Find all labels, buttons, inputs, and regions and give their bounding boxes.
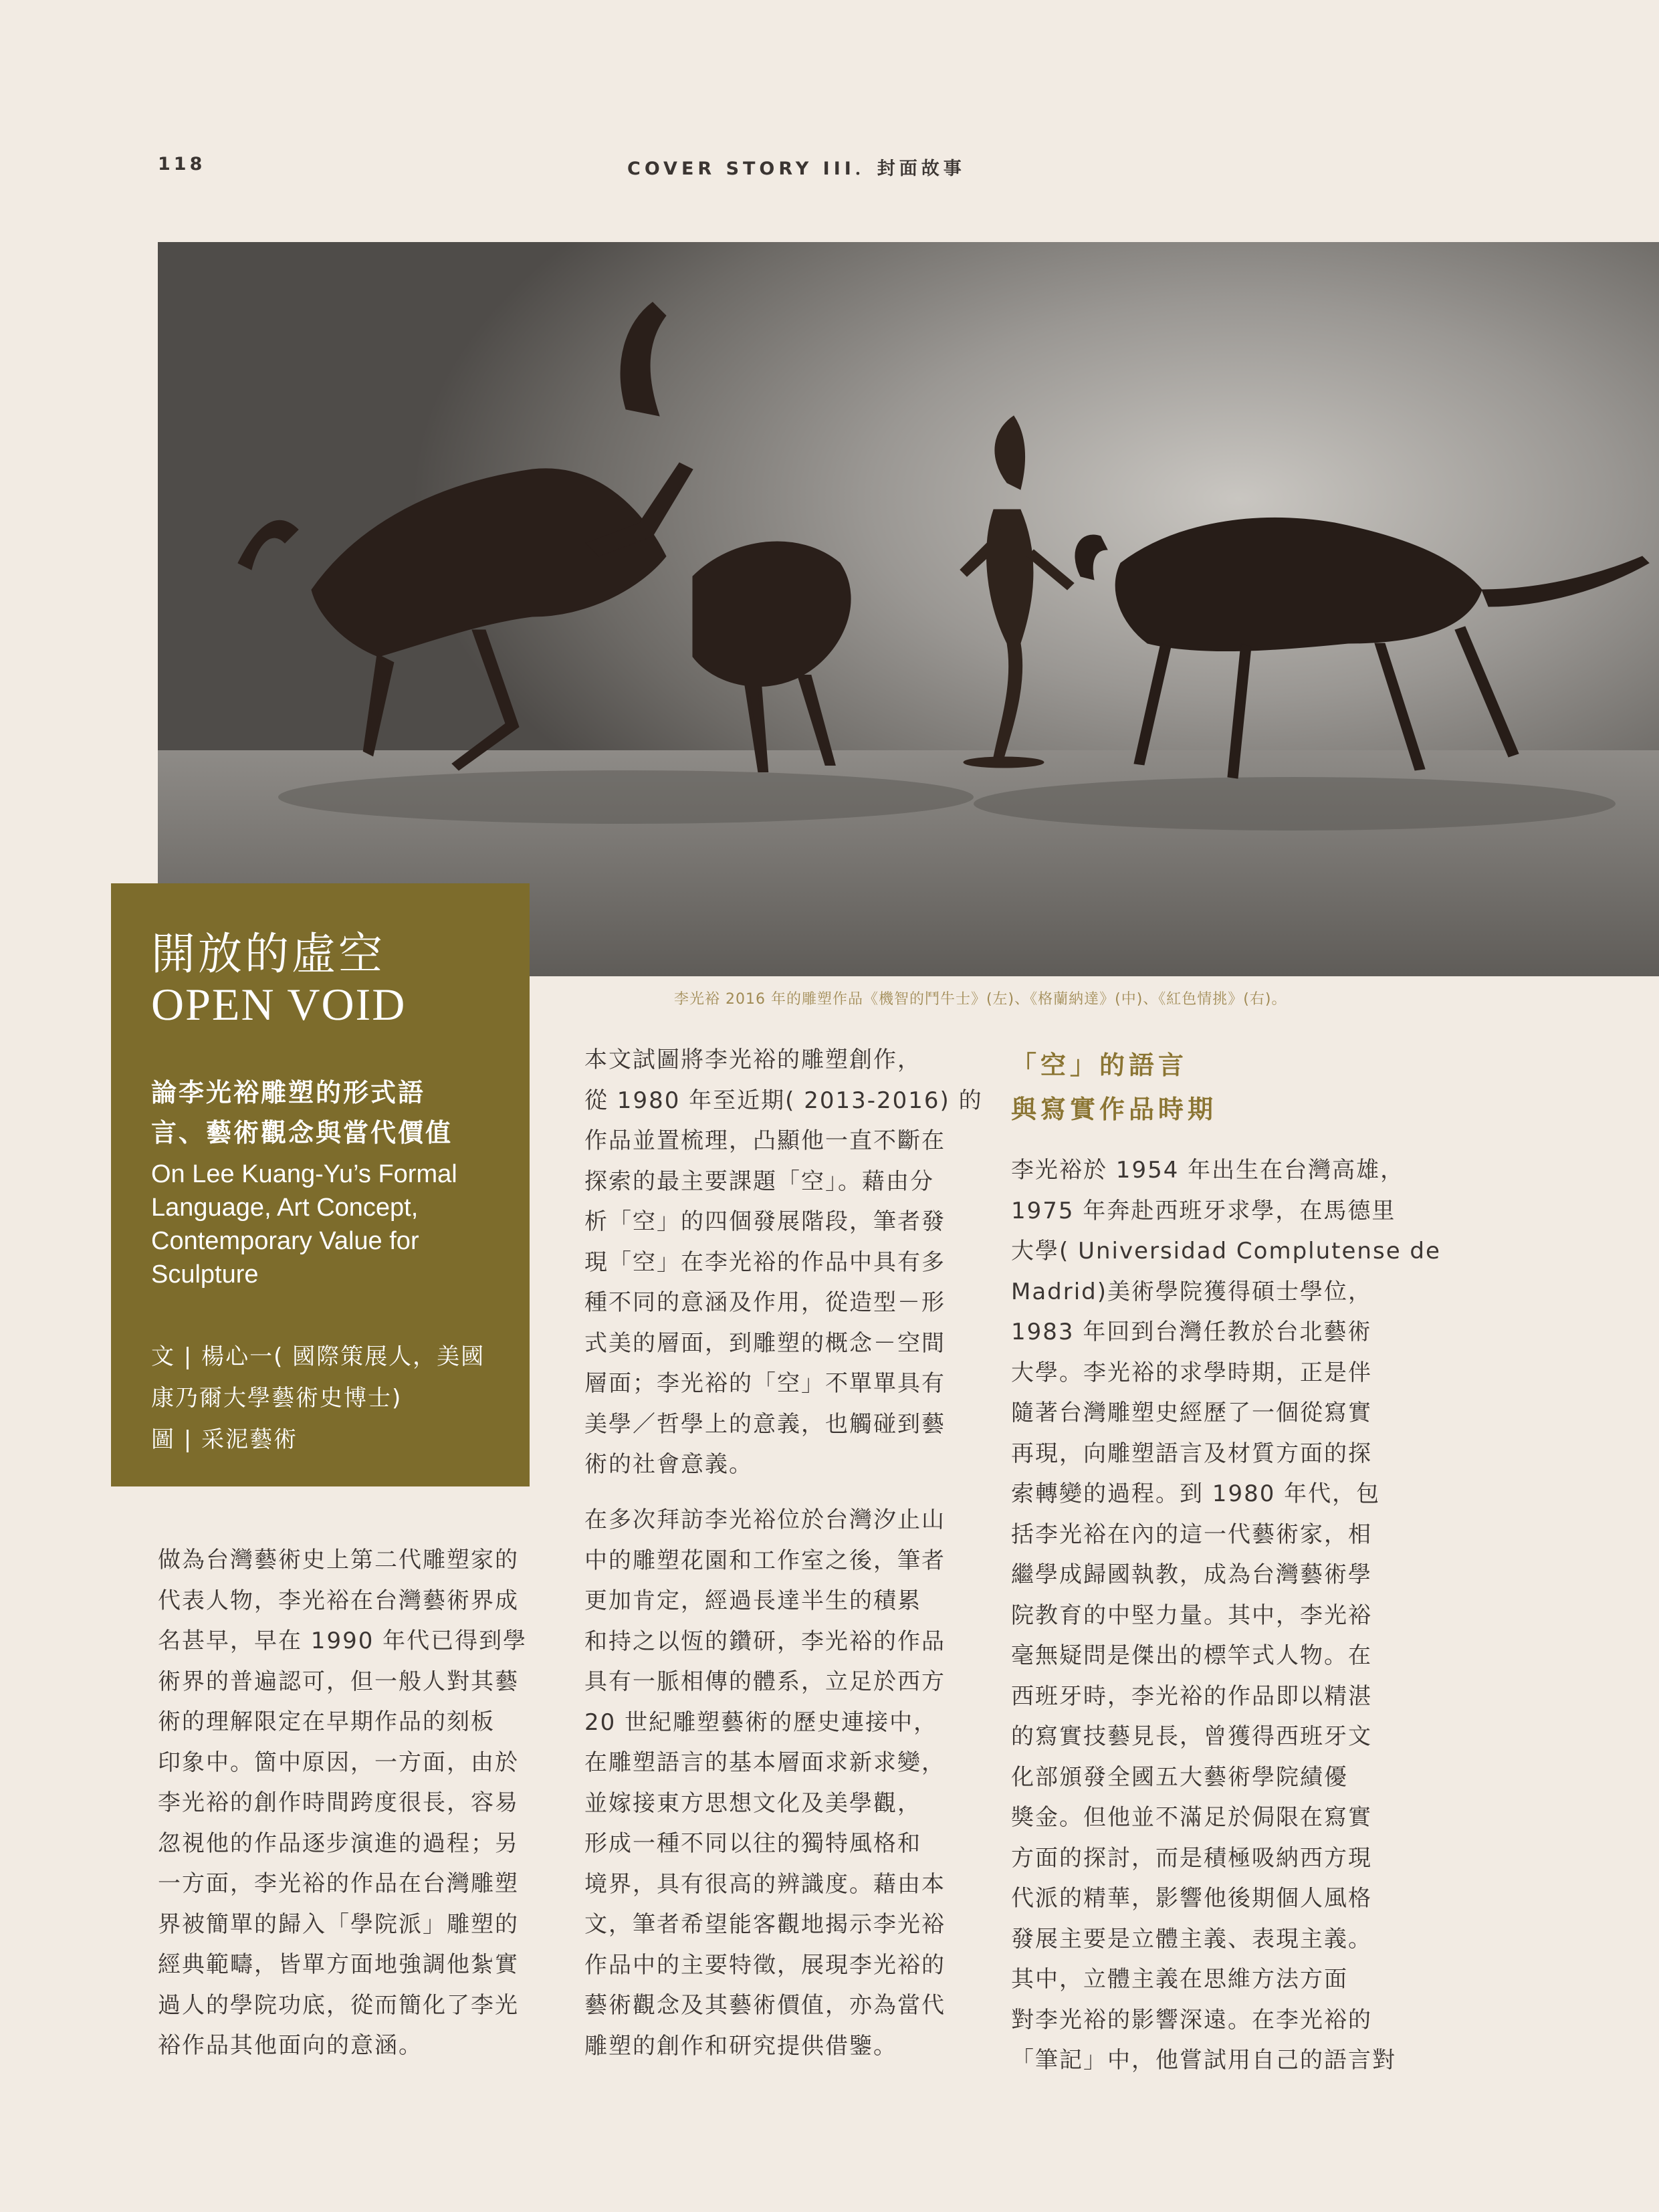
body-line: 作品中的主要特徵，展現李光裕的 [584,1951,946,1979]
body-line: 隨著台灣雕塑史經歷了一個從寫實 [1011,1400,1372,1426]
body-line: 毫無疑問是傑出的標竿式人物。在 [1011,1642,1372,1669]
body-line: 發展主要是立體主義、表現主義。 [1011,1925,1372,1953]
body-line: 界被簡單的歸入「學院派」雕塑的 [158,1910,519,1938]
body-line: 在多次拜訪李光裕位於台灣汐止山 [584,1507,946,1533]
body-line: 更加肯定，經過長達半生的積累 [584,1587,921,1614]
sculpture-photo [158,242,1659,976]
body-line: 印象中。箇中原因，一方面，由於 [158,1749,519,1776]
body-line: 過人的學院功底，從而簡化了李光 [158,1991,519,2019]
subtitle-english-line: Contemporary Value for [151,1227,419,1255]
body-line: 大學。李光裕的求學時期，正是伴 [1011,1359,1372,1386]
body-line: 括李光裕在內的這一代藝術家，相 [1011,1521,1372,1548]
body-line: 李光裕的創作時間跨度很長，容易 [158,1789,519,1816]
body-line: 忽視他的作品逐步演進的過程；另 [158,1830,519,1857]
body-line: 1983 年回到台灣任教於台北藝術 [1011,1319,1372,1345]
body-line: 具有一脈相傳的體系，立足於西方 [584,1668,946,1695]
body-line: 種不同的意涵及作用，從造型－形 [584,1289,946,1316]
body-line: 並嫁接東方思想文化及美學觀， [584,1789,921,1817]
body-line: 裕作品其他面向的意涵。 [158,2032,423,2059]
body-line: 化部頒發全國五大藝術學院績優 [1011,1763,1348,1791]
body-line: 代派的精華，影響他後期個人風格 [1011,1885,1372,1912]
body-line: 層面；李光裕的「空」不單單具有 [584,1370,946,1397]
title-chinese: 開放的虛空 [151,928,385,980]
column-middle-intro [584,1040,983,1485]
body-line: 李光裕於 1954 年出生在台灣高雄， [1011,1157,1405,1184]
body-line: 美學／哲學上的意義，也觸碰到藝 [584,1410,946,1438]
body-line: 再現，向雕塑語言及材質方面的探 [1011,1440,1372,1467]
body-line: 「筆記」中，他嘗試用自己的語言對 [1011,2047,1396,2074]
sculpture-left [238,302,851,770]
subtitle-chinese [151,1073,499,1153]
body-line: 名甚早，早在 1990 年代已得到學 [158,1628,528,1654]
title-block [111,883,530,1486]
body-line: 和持之以恆的鑽研，李光裕的作品 [584,1628,946,1655]
subtitle-chinese-line: 論李光裕雕塑的形式語 [151,1078,426,1107]
running-head: COVER STORY III．封面故事 [627,158,966,179]
body-line: 大學( Universidad Complutense de [1011,1238,1441,1264]
column-right [1011,1150,1441,2081]
body-line: 形成一種不同以往的獨特風格和 [584,1830,921,1857]
body-line: 代表人物，李光裕在台灣藝術界成 [158,1587,519,1614]
body-line: 析「空」的四個發展階段，筆者發 [584,1208,946,1235]
credit-image: 圖 | 采泥藝術 [151,1426,298,1453]
body-line: 本文試圖將李光裕的雕塑創作， [584,1046,921,1073]
body-line: 作品並置梳理，凸顯他一直不斷在 [584,1127,946,1154]
credit-author-title: 康乃爾大學藝術史博士) [151,1385,403,1412]
page-number: 118 [158,154,206,175]
body-line: 20 世紀雕塑藝術的歷史連接中， [584,1708,938,1736]
body-line: 探索的最主要課題「空」。藉由分 [584,1168,934,1195]
body-line: 的寫實技藝見長，曾獲得西班牙文 [1011,1723,1372,1750]
subtitle-english [151,1157,512,1291]
body-line: 式美的層面，到雕塑的概念－空間 [584,1329,946,1357]
body-line: 方面的探討，而是積極吸納西方現 [1011,1844,1372,1872]
body-line: 獎金。但他並不滿足於侷限在寫實 [1011,1804,1372,1831]
body-line: 現「空」在李光裕的作品中具有多 [584,1248,946,1276]
subtitle-english-line: Sculpture [151,1260,259,1289]
body-line: 雕塑的創作和研究提供借鑒。 [584,2032,897,2060]
section-heading: 「空」的語言 [1011,1050,1188,1080]
body-line: 境界，具有很高的辨識度。藉由本 [584,1870,946,1898]
body-line: 藝術觀念及其藝術價值，亦為當代 [584,1992,946,2019]
body-line: 術界的普遍認可，但一般人對其藝 [158,1668,519,1695]
body-line: 一方面，李光裕的作品在台灣雕塑 [158,1870,519,1897]
body-line: 術的理解限定在早期作品的刻板 [158,1708,495,1735]
body-line: 在雕塑語言的基本層面求新求變， [584,1749,946,1776]
body-line: 做為台灣藝術史上第二代雕塑家的 [158,1547,519,1573]
subtitle-english-line: Language, Art Concept, [151,1194,419,1222]
sculpture-right [1075,518,1649,779]
body-line: 索轉變的過程。到 1980 年代，包 [1011,1480,1381,1507]
body-line: 1975 年奔赴西班牙求學，在馬德里 [1011,1197,1396,1224]
subtitle-chinese-line: 言、藝術觀念與當代價值 [151,1118,453,1147]
body-line: 院教育的中堅力量。其中，李光裕 [1011,1601,1372,1629]
sculpture-silhouettes [158,242,1659,976]
section-heading: 與寫實作品時期 [1011,1095,1218,1124]
column-middle-body [584,1500,946,2066]
column-left [158,1540,527,2066]
body-line: 西班牙時，李光裕的作品即以精湛 [1011,1682,1372,1710]
body-line: 對李光裕的影響深遠。在李光裕的 [1011,2006,1372,2033]
body-line: 其中，立體主義在思維方法方面 [1011,1966,1348,1993]
subtitle-english-line: On Lee Kuang-Yu’s Formal [151,1160,457,1188]
body-line: 從 1980 年至近期( 2013-2016) 的 [584,1087,983,1114]
body-line: 術的社會意義。 [584,1451,753,1478]
body-line: 中的雕塑花園和工作室之後，筆者 [584,1547,946,1574]
body-line: 繼學成歸國執教，成為台灣藝術學 [1011,1561,1372,1588]
body-line: Madrid)美術學院獲得碩士學位， [1011,1278,1373,1305]
photo-caption: 李光裕 2016 年的雕塑作品《機智的鬥牛士》(左)、《格蘭納達》(中)、《紅色情挑》(右)。 [674,991,1287,1008]
sculpture-middle [960,416,1074,768]
credit-author: 文 | 楊心一( 國際策展人，美國 [151,1343,485,1370]
body-line: 文，筆者希望能客觀地揭示李光裕 [584,1911,946,1938]
body-line: 經典範疇，皆單方面地強調他紮實 [158,1951,519,1978]
title-english: OPEN VOID [151,979,407,1030]
